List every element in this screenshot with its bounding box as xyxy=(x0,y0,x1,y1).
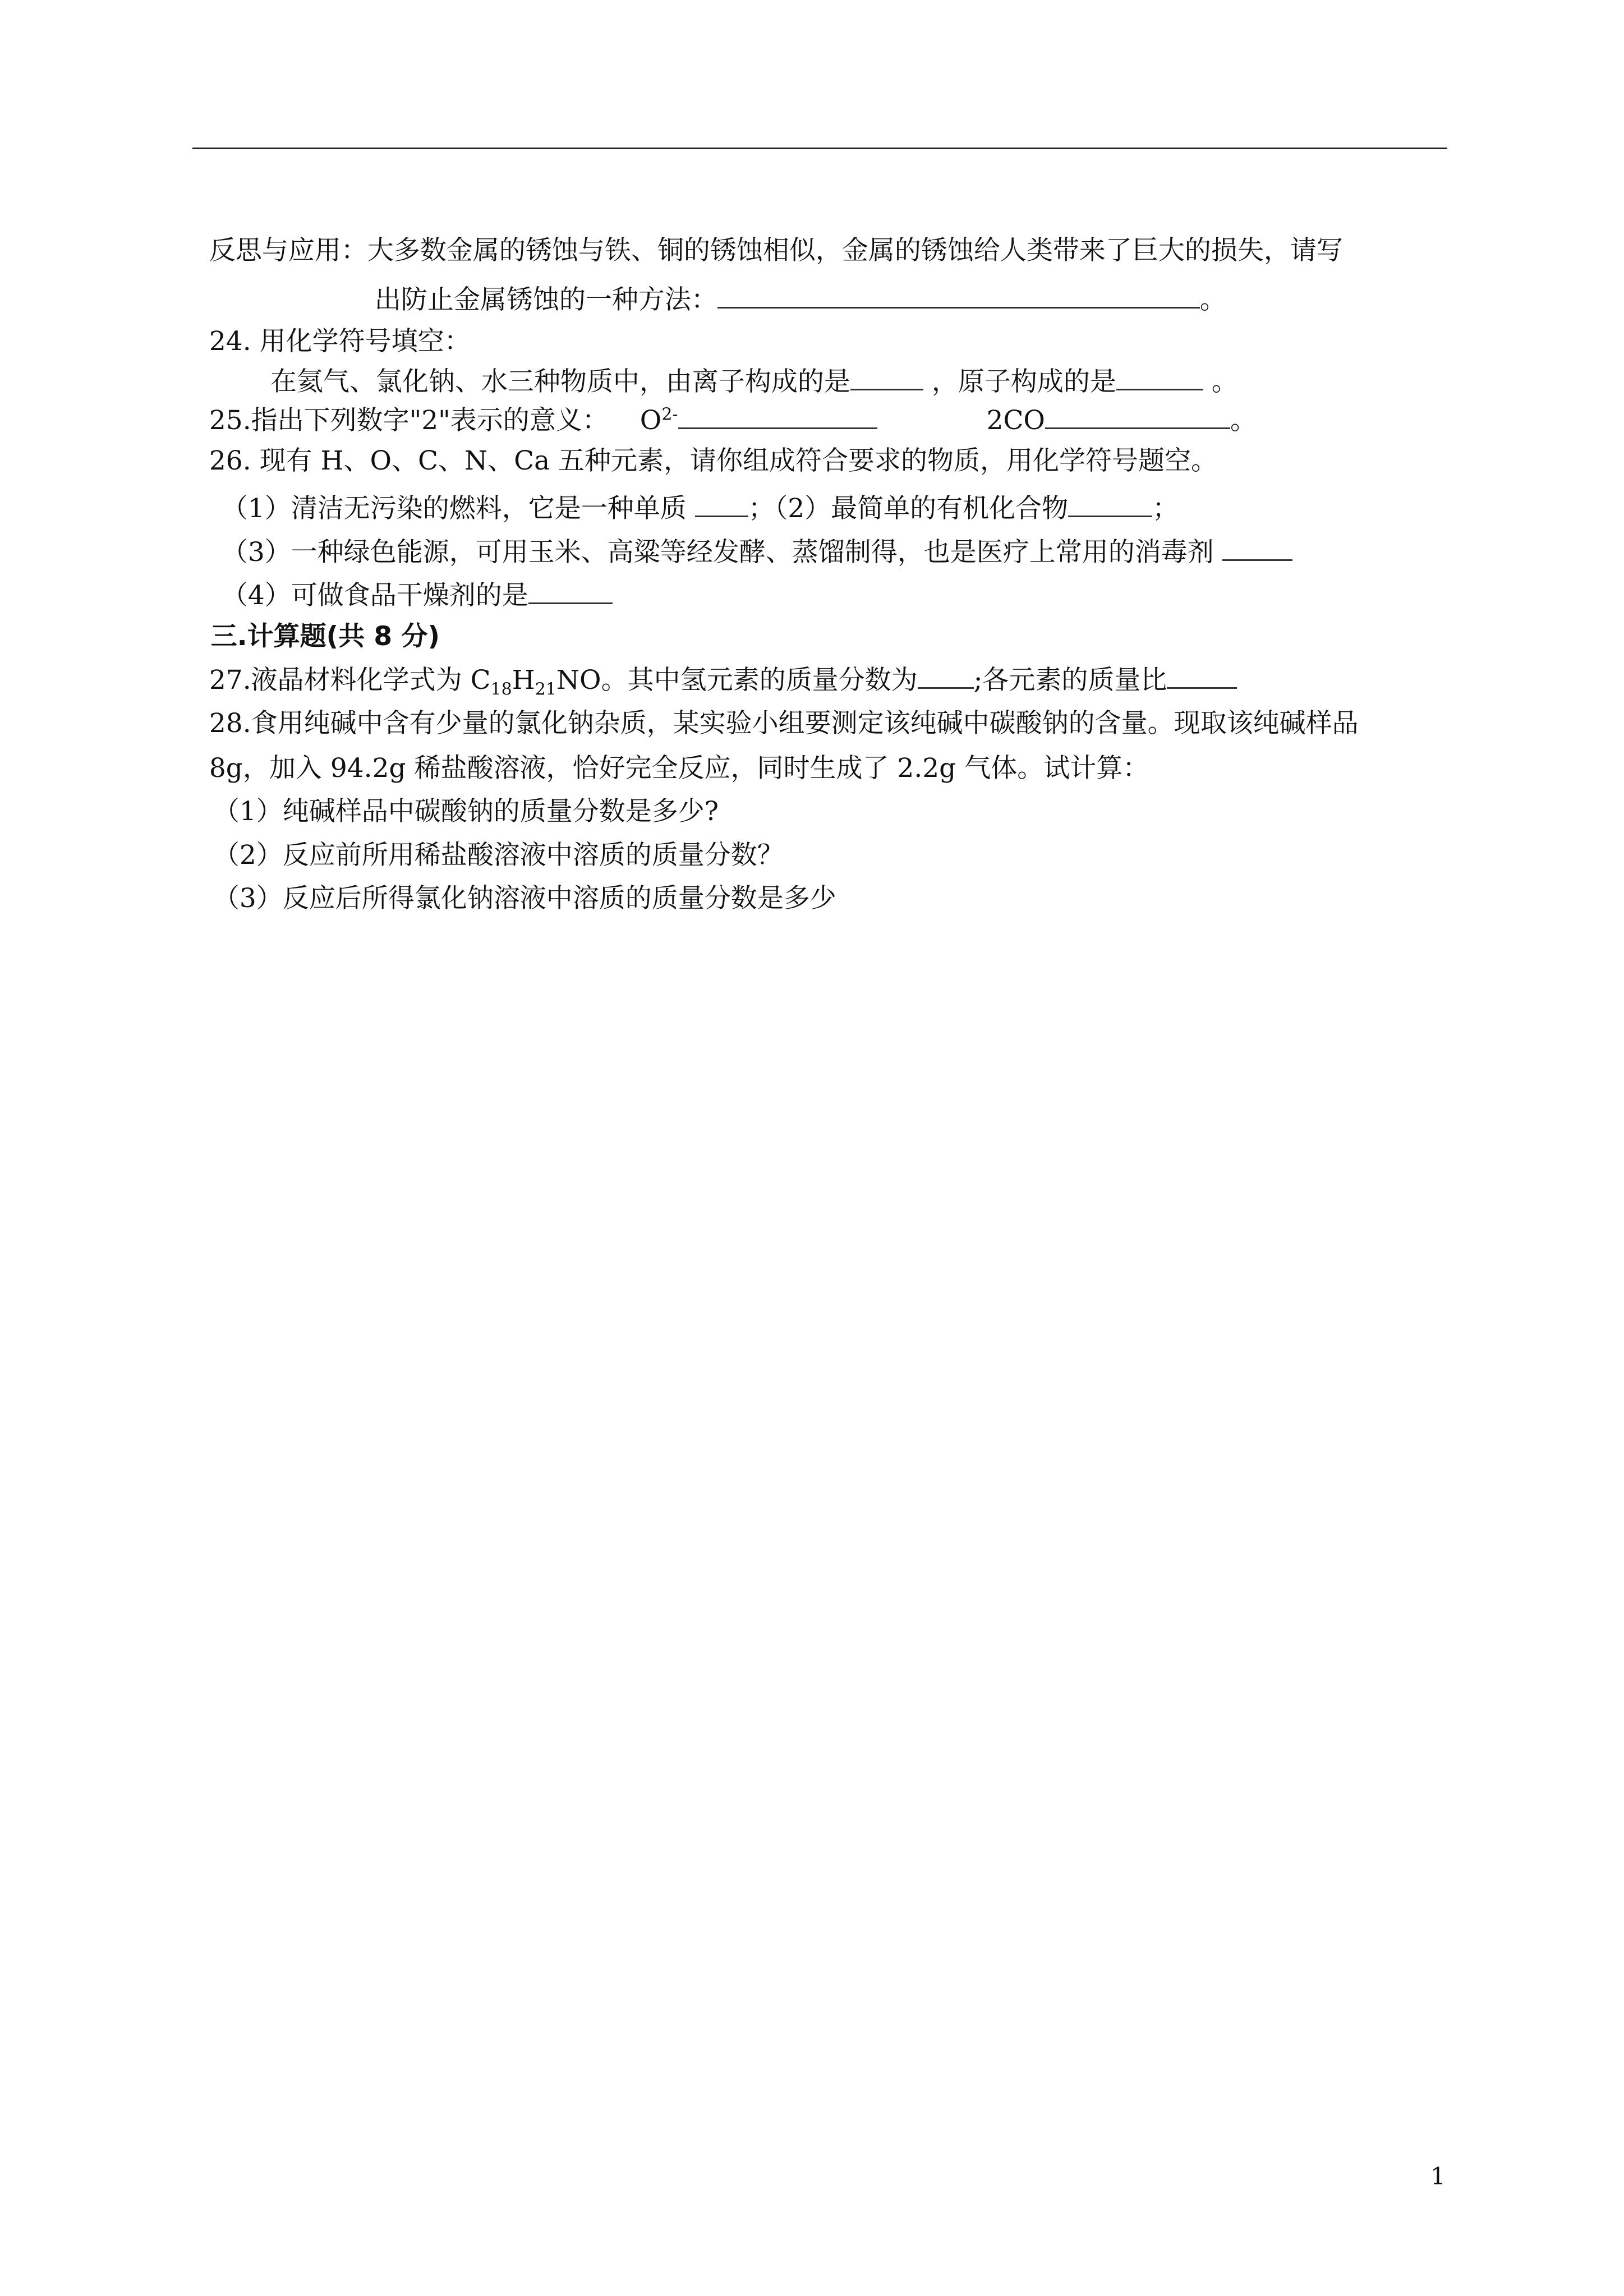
q26-item2-text: ；（2）最简单的有机化合物 xyxy=(748,493,1069,524)
q25-molecule: 2CO xyxy=(986,405,1045,436)
answer-blank-reflection[interactable] xyxy=(717,282,1200,309)
section-3-heading-text: 三.计算题(共 8 分) xyxy=(210,621,440,652)
q28-sub-1-text: （1）纯碱样品中碳酸钠的质量分数是多少? xyxy=(213,796,719,827)
q27-hydrogen-count: 21 xyxy=(535,679,556,700)
q24-text-b: ，原子构成的是 xyxy=(931,366,1116,397)
answer-blank-q26-desiccant[interactable] xyxy=(528,578,613,604)
q28-sub-2-text: （2）反应前所用稀盐酸溶液中溶质的质量分数？ xyxy=(213,840,784,871)
reflection-line-2 xyxy=(358,249,1226,317)
q24-end: 。 xyxy=(1211,366,1238,397)
q24-text-a: 在氦气、氯化钠、水三种物质中，由离子构成的是 xyxy=(270,366,850,397)
q27-hydrogen: H xyxy=(512,665,535,696)
q28-sub-3 xyxy=(196,848,836,915)
page-number: 1 xyxy=(1430,2162,1446,2190)
q28-text-1: 28.食用纯碱中含有少量的氯化钠杂质，某实验小组要测定该纯碱中碳酸钠的含量。现取该纯碱样品 xyxy=(209,708,1359,739)
q26-item2-end: ； xyxy=(1152,493,1179,524)
q25-end: 。 xyxy=(1230,405,1257,436)
reflection-period: 。 xyxy=(1199,284,1226,315)
reflection-text-2: 出防止金属锈蚀的一种方法： xyxy=(374,284,717,315)
q26-title-text: 26. 现有 H、O、C、N、Ca 五种元素，请你组成符合要求的物质，用化学符号题空。 xyxy=(209,445,1218,476)
q27-suffix: NO。其中氢元素的质量分数为 xyxy=(556,665,918,696)
answer-blank-q26-green-energy[interactable] xyxy=(1222,535,1292,561)
q25-ion-base: O xyxy=(640,405,662,436)
q25-ion-charge: 2- xyxy=(661,404,678,425)
q25-text: 25.指出下列数字"2"表示的意义： xyxy=(209,405,609,436)
q26-item1-text: （1）清洁无污染的燃料，它是一种单质 xyxy=(221,493,695,524)
q27-prefix: 27.液晶材料化学式为 C xyxy=(209,665,491,696)
q28-sub-3-text: （3）反应后所得氯化钠溶液中溶质的质量分数是多少 xyxy=(213,883,836,914)
q27-carbon-count: 18 xyxy=(490,679,512,700)
header-rule xyxy=(192,148,1447,149)
q27-ratio-text: ;各元素的质量比 xyxy=(973,665,1167,696)
q26-item4-text: （4）可做食品干燥剂的是 xyxy=(221,580,528,611)
reflection-text-1: 反思与应用：大多数金属的锈蚀与铁、铜的锈蚀相似，金属的锈蚀给人类带来了巨大的损失，请写 xyxy=(209,235,1343,266)
q26-item3-text: （3）一种绿色能源，可用玉米、高粱等经发酵、蒸馏制得，也是医疗上常用的消毒剂 xyxy=(221,537,1222,568)
q28-text-2: 8g，加入 94.2g 稀盐酸溶液，恰好完全反应，同时生成了 2.2g 气体。试计算： xyxy=(209,753,1149,784)
q24-title-text: 24. 用化学符号填空： xyxy=(209,326,471,357)
